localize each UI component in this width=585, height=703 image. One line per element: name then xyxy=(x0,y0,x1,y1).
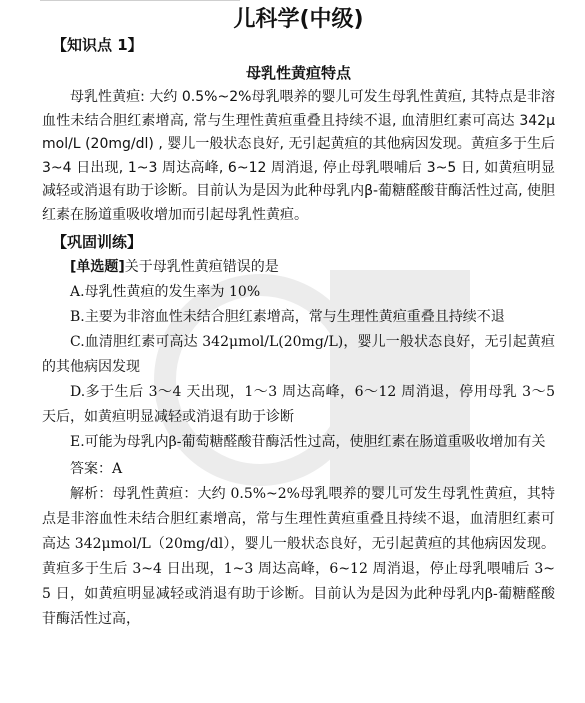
analysis-text: 解析：母乳性黄疸：大约 0.5%~2%母乳喂养的婴儿可发生母乳性黄疸，其特点是非溶血性未结合胆红素增高，常与生理性黄疸重叠且持续不退，血清胆红素可高达 342μmol/L（20mg/dl），婴儿一般状态良好，无引起黄疸的其他病因发现。黄疸多于生后 3~4 日出现，1~3 周达高峰，6~12 周消退，停止母乳喂哺后 3~5 日，如黄疸明显减轻或消退有助于诊断。目前认为是因为此种母乳内β-葡糖醛酸苷酶活性过高， xyxy=(42,486,555,627)
option-e: E.可能为母乳内β-葡萄糖醛酸苷酶活性过高，使胆红素在肠道重吸收增加有关 xyxy=(70,434,546,450)
knowledge-body: 母乳性黄疸: 大约 0.5%~2%母乳喂养的婴儿可发生母乳性黄疸, 其特点是非溶血性未结合胆红素增高, 常与生理性黄疸重叠且持续不退, 血清胆红素可高达 342μmol/L (20mg/dl) , 婴儿一般状态良好, 无引起黄疸的其他病因发现。黄疸多于生后 3~4 日出现, 1~3 周达高峰, 6~12 周消退, 停止母乳喂哺后 3~5 日, 如黄疸明显减轻或消退有助于诊断。目前认为是因为此种母乳内β-葡糖醛酸苷酶活性过高, 使胆红素在肠道重吸收增加而引起母乳性黄疸。 xyxy=(42,89,555,223)
option-d: D.多于生后 3～4 天出现，1～3 周达高峰，6～12 周消退，停用母乳 3～5 天后，如黄疸明显减轻或消退有助于诊断 xyxy=(42,384,555,425)
option-b: B.主要为非溶血性未结合胆红素增高，常与生理性黄疸重叠且持续不退 xyxy=(70,309,505,325)
answer-line: 答案：A xyxy=(70,461,123,477)
top-rule xyxy=(40,0,240,1)
knowledge-heading: 【知识点 1】 xyxy=(52,36,143,54)
page-title: 儿科学(中级) xyxy=(233,7,364,32)
option-c: C.血清胆红素可高达 342μmol/L(20mg/L)，婴儿一般状态良好，无引起黄疸的其他病因发现 xyxy=(42,334,555,375)
practice-heading: 【巩固训练】 xyxy=(52,233,143,251)
knowledge-subtitle: 母乳性黄疸特点 xyxy=(245,64,351,82)
question-stem xyxy=(42,255,555,280)
question-type-tag: [单选题] xyxy=(70,259,125,275)
option-a: A.母乳性黄疸的发生率为 10% xyxy=(70,284,261,300)
question-text: 关于母乳性黄疸错误的是 xyxy=(124,259,279,275)
